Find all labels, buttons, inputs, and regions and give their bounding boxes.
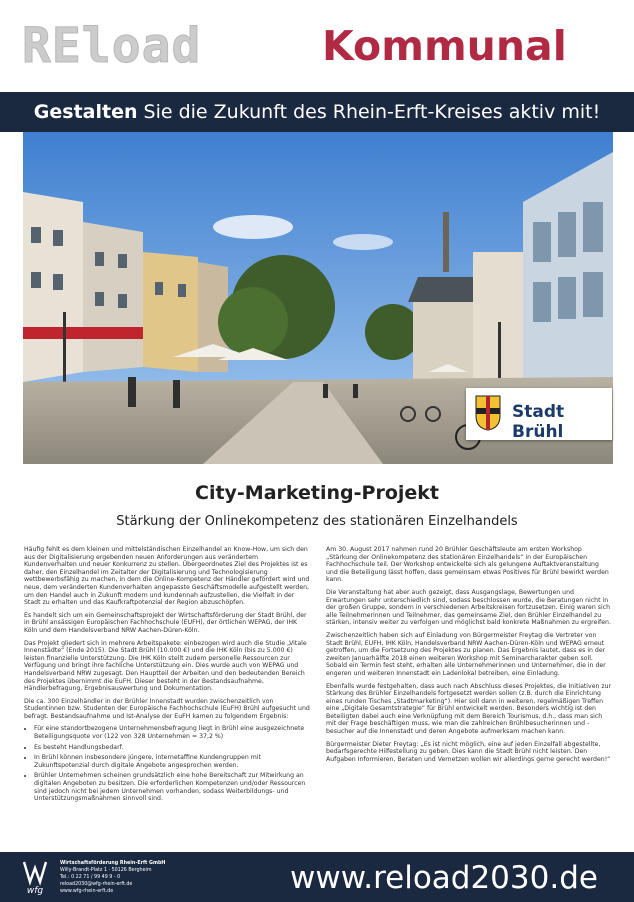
paragraph: Die Veranstaltung hat aber auch gezeigt, dass Ausgangslage, Bewertungen und Erwartungen sehr unterschiedlich sind, sodass beschlossen wurde, die Beratungen nicht in der großen Gruppe, sondern in verschiedenen Arbeitskreisen fortzusetzen. Einig waren sich alle Teilnehmerinnen und Teilnehmer, das gemeinsame Ziel, den Brühler Einzelhandel zu stärken, intensiv weiter zu verfolgen und möglichst bald konkrete Maßnahmen zu ergreifen. xyxy=(326,588,611,627)
headline-band xyxy=(0,92,634,132)
headline-bold: Gestalten xyxy=(33,101,138,123)
paragraph: Am 30. August 2017 nahmen rund 20 Brühler Geschäftsleute am ersten Workshop „Stärkung der Onlinekompetenz des stationären Einzelhandels“ in der Europäischen Fachhochschule teil. Der Workshop entwickelte sich als gelungene Auftaktveranstaltung und die Beteiligung lässt hoffen, dass gemeinsam etwas Positives für Brühl bewirkt werden kann. xyxy=(326,546,609,584)
paragraph: Das Projekt gliedert sich in mehrere Arbeitspakete: einbezogen wird auch die Studie „Vitale Innenstädte“ (Ende 2015). Die Stadt Brühl (10.000 €) und die IHK Köln (bis zu 5.000 €) leisten finanzielle Unterstützung. Die IHK Köln stellt zudem personelle Ressourcen zur Verfügung und bringt ihre fachliche Unterstützung ein. Dies wurde auch von WEPAG und Handelsverband NRW zugesagt. Den Hauptteil der Arbeiten und den bedeutenden Bereich des Projektes übernimmt die EuFH. Dieser besteht in der Bestandsaufnahme, Händlerbefragung, Ergebnisauswertung und Dokumentation. xyxy=(24,639,307,693)
reload-logo: REload xyxy=(22,18,202,74)
org-web[interactable]: www.wfg-rhein-erft.de xyxy=(60,889,114,894)
paragraph: Häufig fehlt es dem kleinen und mittelständischen Einzelhandel an Know-How, um sich den aus der Digitalisierung ergebenden neuen Anforderungen aus verändertem Kundenverhalten und neuer Konkurrenz zu stellen. Übergeordnetes Ziel des Projektes ist es daher, den Einzelhandel im Zeitalter der Digitalisierung und Technologisierung wettbewerbsfähig zu machen, in dem die Online-Kompetenz der Händler gefördert wird und neue, dem veränderten Kundenverhalten angepasste Geschäftsmodelle aufgestellt werden, um den Handel auch in Zukunft modern und kundennah aufzustellen, die Vielfalt in der Stadt zu erhalten und das Kaufkraftpotenzial der Region abzuschöpfen. xyxy=(24,546,310,607)
article-title: City-Marketing-Projekt xyxy=(195,482,439,504)
list-item: • In Brühl können insbesondere jüngere, internetaffine Kundengruppen mit Zukunftspotenzial durch digitale Angebote angesprochen werden. xyxy=(34,754,310,769)
org-phone: Tel.: 0 22 71 / 99 49 9 - 0 xyxy=(60,875,121,880)
paragraph: Die ca. 300 Einzelhändler in der Brühler Innenstadt wurden zwischenzeitlich von Studentinnen bzw. Studenten der Europäische Fachhochschule (EuFH) Brühl aufgesucht und befragt. Bestandsaufnahme und Ist-Analyse der EuFH kamen zu folgendem Ergebnis: xyxy=(24,697,310,720)
header xyxy=(0,0,634,92)
paragraph: Es handelt sich um ein Gemeinschaftsprojekt der Wirtschaftsförderung der Stadt Brühl, der in Brühl ansässigen Europäischen Fachhochschule (EUFH), der örtlichen WEPAG, der IHK Köln und dem Handelsverband NRW Aachen-Düren-Köln. xyxy=(24,611,307,634)
page-title: Kommunal xyxy=(322,22,567,70)
quote: Bürgermeister Dieter Freytag: „Es ist nicht möglich, eine auf jeden Einzelfall abgestellte, bedarfsgerechte Hilfestellung zu geben. Dies kann die Stadt Brühl nicht leisten. Den Aufgaben Informieren, Beraten und Vernetzen wollen wir allerdings gerne gerecht werden!“ xyxy=(326,740,611,763)
article-column-right xyxy=(326,546,612,768)
city-logo xyxy=(466,388,612,440)
list-item: • Brühler Unternehmen scheinen grundsätzlich eine hohe Bereitschaft zur Mitwirkung an digitalen Angeboten zu besitzen. Die erforderlichen Kompetenzen und/oder Ressourcen sind jedoch nicht bei jedem Unternehmen vorhanden, sodass Weiterbildungs- und Unterstützungsmaßnahmen sinnvoll sind. xyxy=(34,772,310,802)
headline xyxy=(0,92,634,132)
website-link[interactable]: www.reload2030.de xyxy=(290,860,598,896)
results-list xyxy=(24,725,310,802)
article-subtitle: Stärkung der Onlinekompetenz des stationären Einzelhandels xyxy=(116,514,518,529)
paragraph: Ebenfalls wurde festgehalten, dass auch nach Abschluss dieses Projektes, die Initiativen zur Stärkung des Brühler Einzelhandels fortgesetzt werden sollen (z.B. durch die Einrichtung eines runden Tisches „Stadtmarketing“). Hier soll dann in weiteren, regelmäßigen Treffen eine „Digitale Gesamtstrategie“ für Brühl entwickelt werden. Besonders wichtig ist den Beteiligten dabei auch eine Verknüpfung mit dem Bereich Tourismus, d.h., dass man sich mit der Frage beschäftigen muss, wie man die zahlreichen Brühlbesucherinnen und -besucher auf die Innenstadt und deren Angebote aufmerksam machen kann. xyxy=(326,682,612,736)
article-column-left xyxy=(24,546,310,808)
headline-rest: Sie die Zukunft des Rhein-Erft-Kreises aktiv mit! xyxy=(137,101,601,123)
wfg-logo-icon xyxy=(20,858,50,896)
list-item: • Für eine standortbezogene Unternehmensbefragung liegt in Brühl eine ausgezeichnete Beteiligungsquote vor (122 von 328 Unternehmen = 37,2 %) xyxy=(34,725,310,740)
org-name: Wirtschaftsförderung Rhein-Erft GmbH xyxy=(60,861,166,866)
footer xyxy=(0,852,634,902)
svg-text:wfg: wfg xyxy=(26,886,44,896)
coat-of-arms-icon xyxy=(474,394,502,432)
org-address: Willy-Brandt-Platz 1 · 50126 Bergheim xyxy=(60,868,152,873)
list-item: • Es besteht Handlungsbedarf. xyxy=(34,744,310,752)
paragraph: Zwischenzeitlich haben sich auf Einladung von Bürgermeister Freytag die Vertreter von Stadt Brühl, EUFH, IHK Köln, Handelsverband NRW Aachen-Düren-Köln und WEPAG erneut getroffen, um die Fortsetzung des Projektes zu planen. Das Ergebnis lautet, dass es in der zweiten Januarhälfte 2018 einen weiteren Workshop mit Seminarcharakter geben soll. Sobald ein Termin fest steht, erhalten alle Unternehmerinnen und Unternehmer, die in der engeren und weiteren Innenstadt ein Ladenlokal betreiben, eine Einladung. xyxy=(326,631,606,677)
city-name: Stadt Brühl xyxy=(512,402,565,442)
footer-contact xyxy=(60,860,165,895)
org-email[interactable]: reload2030@wfg-rhein-erft.de xyxy=(60,882,133,887)
